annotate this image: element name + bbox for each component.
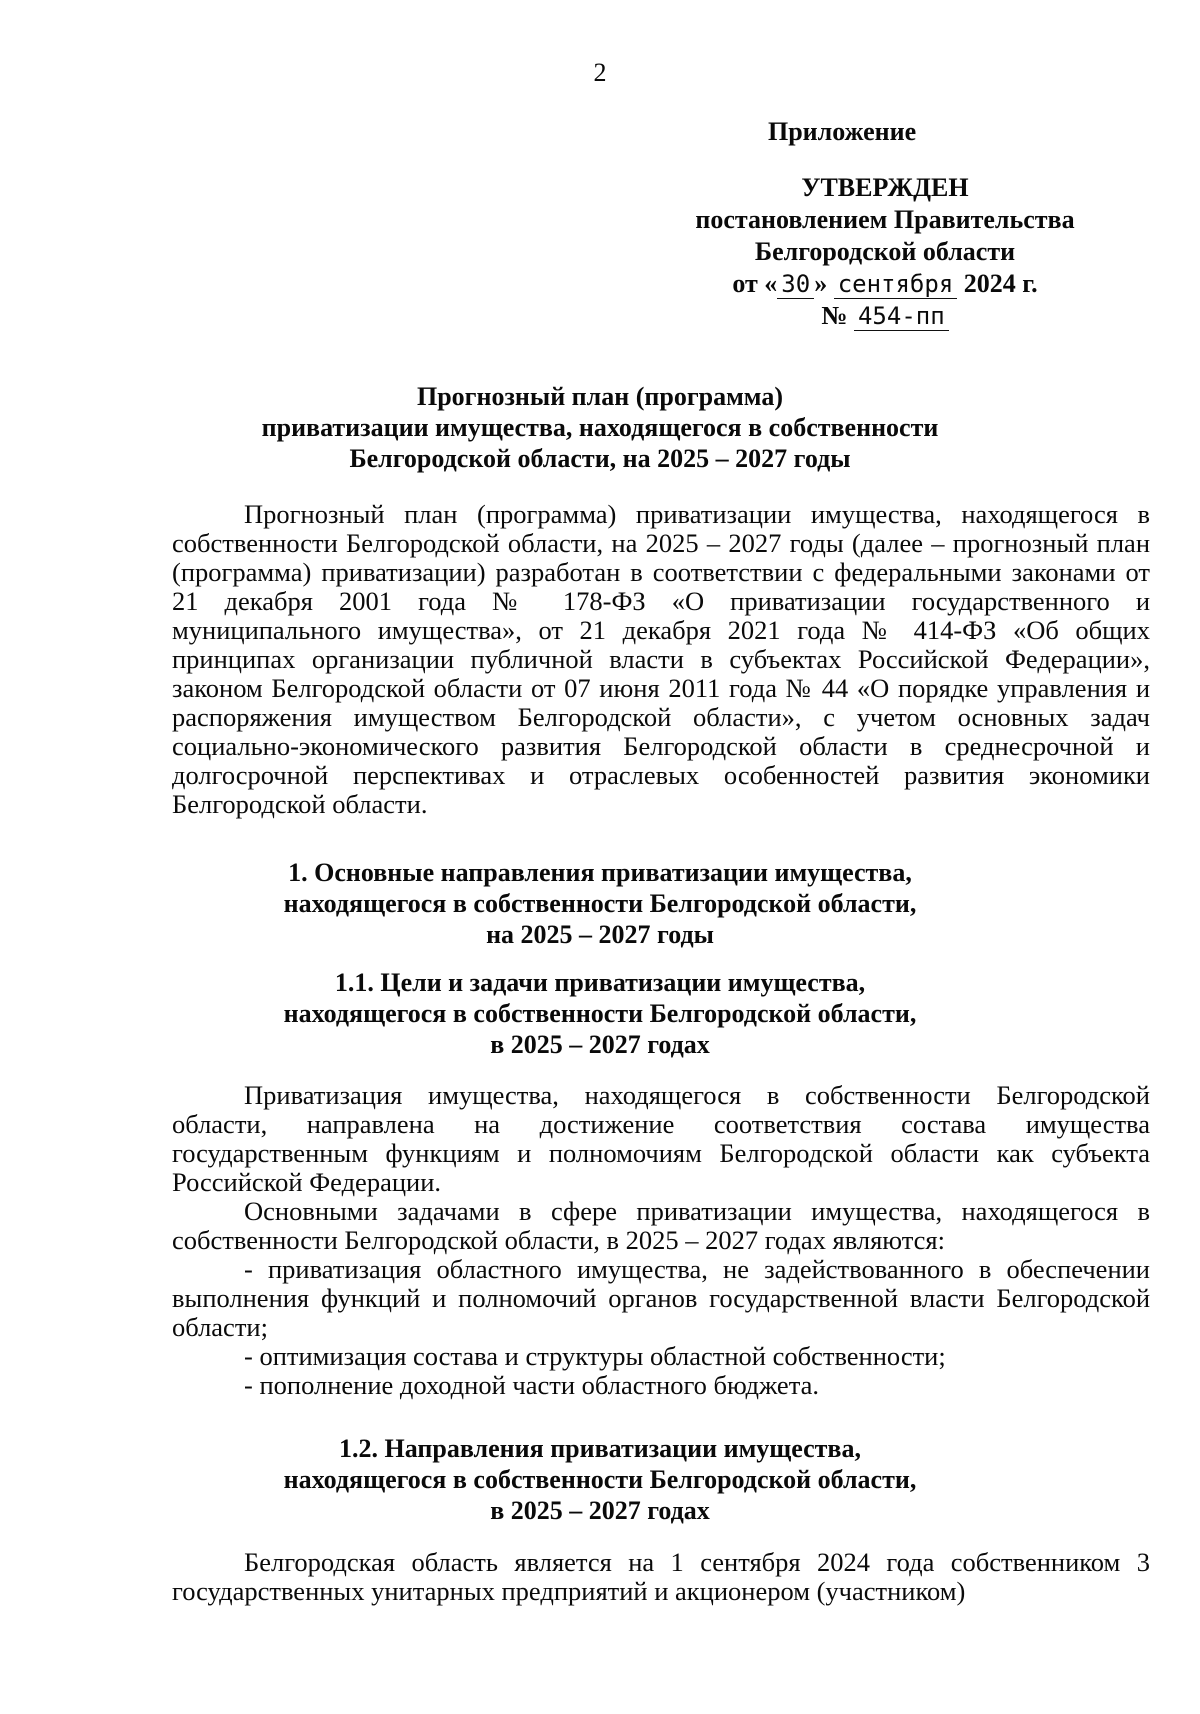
date-month: сентября	[834, 270, 958, 299]
number-value: 454-пп	[854, 302, 949, 331]
page-number: 2	[593, 58, 607, 87]
directions-paragraph: Белгородская область является на 1 сентября 2024 года собственником 3 государственных унитарных предприятий и акционером (участником)	[172, 1547, 1150, 1606]
intro-paragraph	[172, 500, 1150, 819]
section-1-1-heading	[150, 967, 1050, 1060]
section-1-2-line-2: находящегося в собственности Белгородской области,	[283, 1465, 917, 1494]
approval-number	[650, 300, 1120, 332]
document-title	[150, 381, 1050, 474]
title-line-3: Белгородской области, на 2025 – 2027 годы	[349, 444, 851, 473]
goals-item-1: - приватизация областного имущества, не задействованного в обеспечении выполнения функций и полномочий органов государственной власти Белгородской области;	[172, 1254, 1150, 1342]
section-1-line-3: на 2025 – 2027 годы	[486, 920, 714, 949]
goals-paragraph-2: Основными задачами в сфере приватизации имущества, находящегося в собственности Белгородской области, в 2025 – 2027 годах являются:	[172, 1196, 1150, 1255]
title-line-1: Прогнозный план (программа)	[417, 382, 783, 411]
appendix-label: Приложение	[768, 117, 917, 146]
number-prefix: №	[821, 301, 848, 330]
goals-item-2: - оптимизация состава и структуры областной собственности;	[244, 1341, 946, 1371]
section-1-line-1: 1. Основные направления приватизации имущества,	[288, 858, 912, 887]
section-1-1-line-3: в 2025 – 2027 годах	[490, 1030, 710, 1059]
section-1-2-line-1: 1.2. Направления приватизации имущества,	[339, 1434, 861, 1463]
goals-paragraph-1: Приватизация имущества, находящегося в собственности Белгородской области, направлена на достижение соответствия состава имущества государственным функциям и полномочиям Белгородской области как субъекта Российской Федерации.	[172, 1080, 1150, 1197]
title-line-2: приватизации имущества, находящегося в собственности	[261, 413, 939, 442]
section-1-line-2: находящегося в собственности Белгородской области,	[283, 889, 917, 918]
section-1-2-line-3: в 2025 – 2027 годах	[490, 1496, 710, 1525]
approved-label: УТВЕРЖДЕН	[801, 173, 969, 202]
goals-item-3: - пополнение доходной части областного бюджета.	[244, 1370, 819, 1400]
date-prefix: от «	[732, 269, 778, 298]
approval-line-2: Белгородской области	[754, 237, 1016, 266]
intro-text: Прогнозный план (программа) приватизации имущества, находящегося в собственности Белгородской области, на 2025 – 2027 годы (далее – прогнозный план (программа) приватизации) разработан в соответствии с федеральными законами от 21 декабря 2001 года № 178-ФЗ «О приватизации государственного и муниципального имущества», от 21 декабря 2021 года № 414-ФЗ «Об общих принципах организации публичной власти в субъектах Российской Федерации», законом Белгородской области от 07 июня 2011 года № 44 «О порядке управления и распоряжения имуществом Белгородской области», с учетом основных задач социально-экономического развития Белгородской области в среднесрочной и долгосрочной перспективах и отраслевых особенностей развития экономики Белгородской области.	[172, 499, 1150, 819]
goals-block	[172, 1081, 1150, 1400]
approval-line-1: постановлением Правительства	[695, 205, 1075, 234]
section-1-1-line-1: 1.1. Цели и задачи приватизации имущества,	[334, 968, 866, 997]
date-year: 2024 г.	[963, 269, 1038, 298]
date-day: 30	[777, 270, 814, 299]
date-mid: »	[814, 269, 828, 298]
directions-block	[172, 1548, 1150, 1606]
section-1-heading	[150, 857, 1050, 950]
approval-stamp	[650, 116, 1120, 332]
approval-date	[650, 268, 1120, 300]
section-1-2-heading	[150, 1433, 1050, 1526]
section-1-1-line-2: находящегося в собственности Белгородской области,	[283, 999, 917, 1028]
